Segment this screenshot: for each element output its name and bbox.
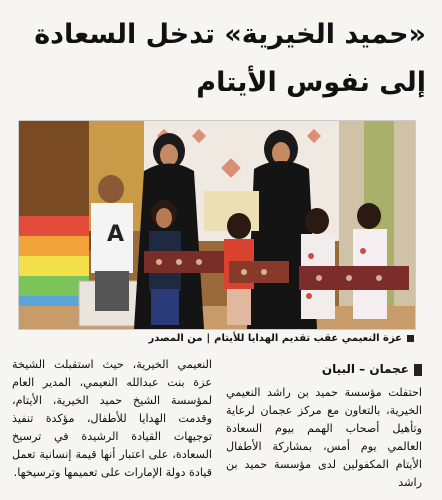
headline-line-2: إلى نفوس الأيتام: [196, 67, 426, 98]
photo-credit: من المصدر: [148, 333, 203, 344]
article-photo: [18, 120, 416, 330]
dateline: [226, 360, 422, 378]
dateline-text: عجمان – البيان: [321, 362, 409, 376]
photo-caption: عزة النعيمي عقب تقديم الهدايا للأيتام: [214, 333, 402, 344]
headline-line-1: «حميد الخيرية» تدخل السعادة: [34, 19, 426, 50]
article-column-left: النعيمي الخيرية، حيث استقبلت الشيخة عزة بنت عبدالله النعيمي، المدير العام لمؤسسة الشيخ حميد الخيرية، الأيتام، وقدمت الهدايا للأطفال، مؤكدة تنفيذ توجيهات القيادة الرشيدة في ترسيخ السعادة، على اعتبار أنها قيمة إنسانية تعمل قيادة دولة الإمارات على تعميمها وترسيخها.: [12, 358, 212, 479]
shirt-print-letter: A: [107, 222, 125, 247]
caption-square-icon: [407, 335, 414, 342]
photo-caption-row: [18, 330, 414, 348]
article-column-right: احتفلت مؤسسة حميد بن راشد النعيمي الخيرية، بالتعاون مع مركز عجمان لرعاية وتأهيل أصحاب الهمم بيوم السعادة العالمي يوم أمس، بمشاركة الأطفال الأيتام المكفولين لدى مؤسسة حميد بن راشد: [226, 386, 422, 489]
dateline-bar-icon: [414, 364, 422, 376]
caption-separator: |: [206, 333, 211, 344]
